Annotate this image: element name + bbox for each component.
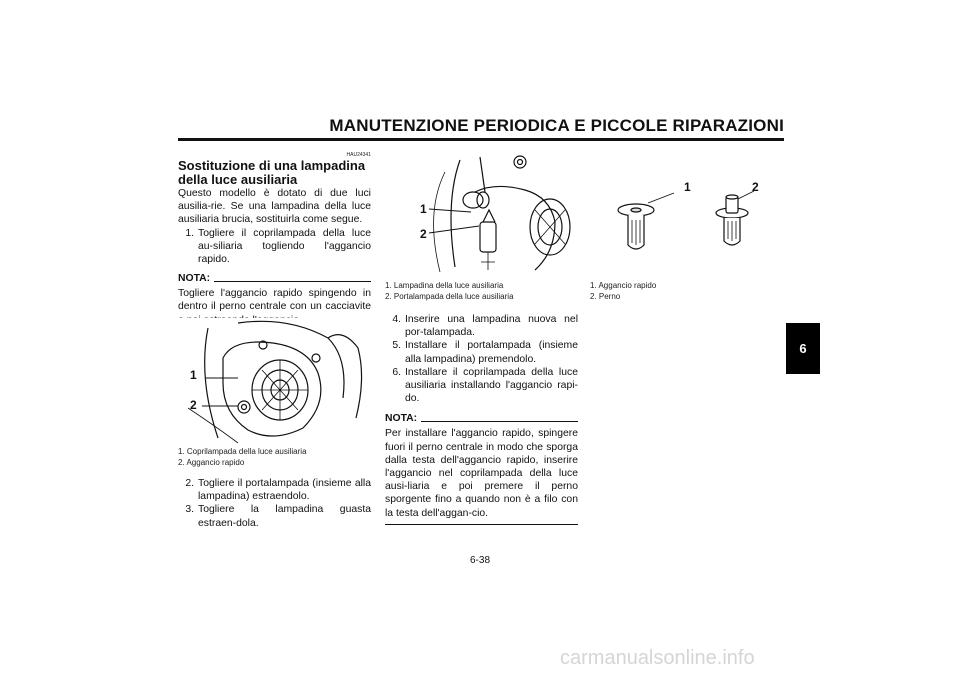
step-number: 3. bbox=[185, 504, 194, 516]
step-text: Togliere il portalampada (insieme alla lampadina) estraendolo. bbox=[198, 478, 371, 503]
caption-2: 2. Aggancio rapido bbox=[178, 458, 245, 467]
callout-2: 2 bbox=[752, 180, 759, 194]
step-text: Togliere il coprilampada della luce au-siliaria togliendo l'aggancio rapido. bbox=[198, 227, 371, 266]
step-5 bbox=[385, 339, 578, 365]
figure-aux-bulb bbox=[385, 152, 578, 278]
section-title-line2: della luce ausiliaria bbox=[178, 172, 298, 187]
intro-paragraph: Questo modello è dotato di due luci ausilia-rie. Se una lampadina della luce ausiliaria brucia, sostituirla come segue. bbox=[178, 188, 371, 226]
nota-rule bbox=[214, 281, 371, 282]
callout-1: 1 bbox=[190, 368, 197, 382]
section-title bbox=[178, 159, 371, 187]
step-text: Togliere la lampadina guasta estraen-dola. bbox=[198, 504, 371, 529]
step-4 bbox=[385, 313, 578, 339]
nota-rule bbox=[421, 421, 578, 422]
header-rule bbox=[178, 138, 784, 141]
page-header-title: MANUTENZIONE PERIODICA E PICCOLE RIPARAZIONI bbox=[329, 116, 784, 135]
nota-text: Togliere l'aggancio rapido spingendo in dentro il perno centrale con un cacciavite bbox=[178, 288, 371, 313]
step-number: 6. bbox=[392, 366, 401, 378]
middle-column-text bbox=[385, 313, 578, 525]
middle-captions bbox=[385, 280, 578, 302]
step-number: 5. bbox=[392, 340, 401, 352]
left-captions bbox=[178, 446, 371, 468]
caption-1: 1. Lampadina della luce ausiliaria bbox=[385, 281, 504, 290]
callout-1: 1 bbox=[420, 202, 427, 216]
step-3 bbox=[178, 503, 371, 529]
step-number: 4. bbox=[392, 314, 401, 325]
step-text: Inserire una lampadina nuova nel por-talampada. bbox=[405, 314, 578, 339]
nota-end-rule bbox=[385, 524, 578, 525]
aux-bulb-illustration bbox=[385, 152, 578, 278]
page-number: 6-38 bbox=[469, 555, 490, 566]
step-number: 2. bbox=[185, 478, 194, 489]
nota-heading bbox=[385, 413, 578, 424]
nota-label: NOTA: bbox=[385, 413, 418, 425]
callout-1: 1 bbox=[684, 180, 691, 194]
figure-quick-fastener bbox=[590, 175, 783, 280]
caption-2: 2. Perno bbox=[590, 292, 621, 301]
step-text: Installare il coprilampada della luce ausiliaria installando l'aggancio rapi-do. bbox=[405, 366, 578, 405]
callout-2: 2 bbox=[190, 398, 197, 412]
section-title-line1: Sostituzione di una lampadina bbox=[178, 158, 366, 173]
caption-1: 1. Aggancio rapido bbox=[590, 281, 657, 290]
step-number: 1. bbox=[185, 227, 194, 239]
nota-text: Per installare l'aggancio rapido, spingere fuori il perno centrale in modo che sporga dalla testa dell'aggancio rapido, inserire l'aggancio nel coprilampada della luce ausi-liaria e poi premere il perno sporgente fino a quando non è a filo con la testa dell'aggan-cio. bbox=[385, 428, 578, 519]
document-code: HAU24341 bbox=[346, 152, 371, 158]
step-6 bbox=[385, 366, 578, 406]
step-2 bbox=[178, 477, 371, 503]
callout-2: 2 bbox=[420, 227, 427, 241]
step-1 bbox=[178, 227, 371, 267]
step-text: Installare il portalampada (insieme alla lampadina) premendolo. bbox=[405, 340, 578, 365]
left-column bbox=[178, 152, 371, 332]
nota-heading bbox=[178, 273, 371, 284]
caption-2: 2. Portalampada della luce ausiliaria bbox=[385, 292, 514, 301]
aux-light-cover-illustration bbox=[178, 318, 371, 444]
caption-1: 1. Coprilampada della luce ausiliaria bbox=[178, 447, 307, 456]
figure-aux-light-cover bbox=[178, 318, 371, 444]
watermark: carmanualsonline.info bbox=[560, 647, 755, 669]
chapter-tab[interactable]: 6 bbox=[786, 323, 820, 374]
nota-label: NOTA: bbox=[178, 273, 211, 285]
right-captions bbox=[590, 280, 783, 302]
left-steps-lower bbox=[178, 477, 371, 530]
